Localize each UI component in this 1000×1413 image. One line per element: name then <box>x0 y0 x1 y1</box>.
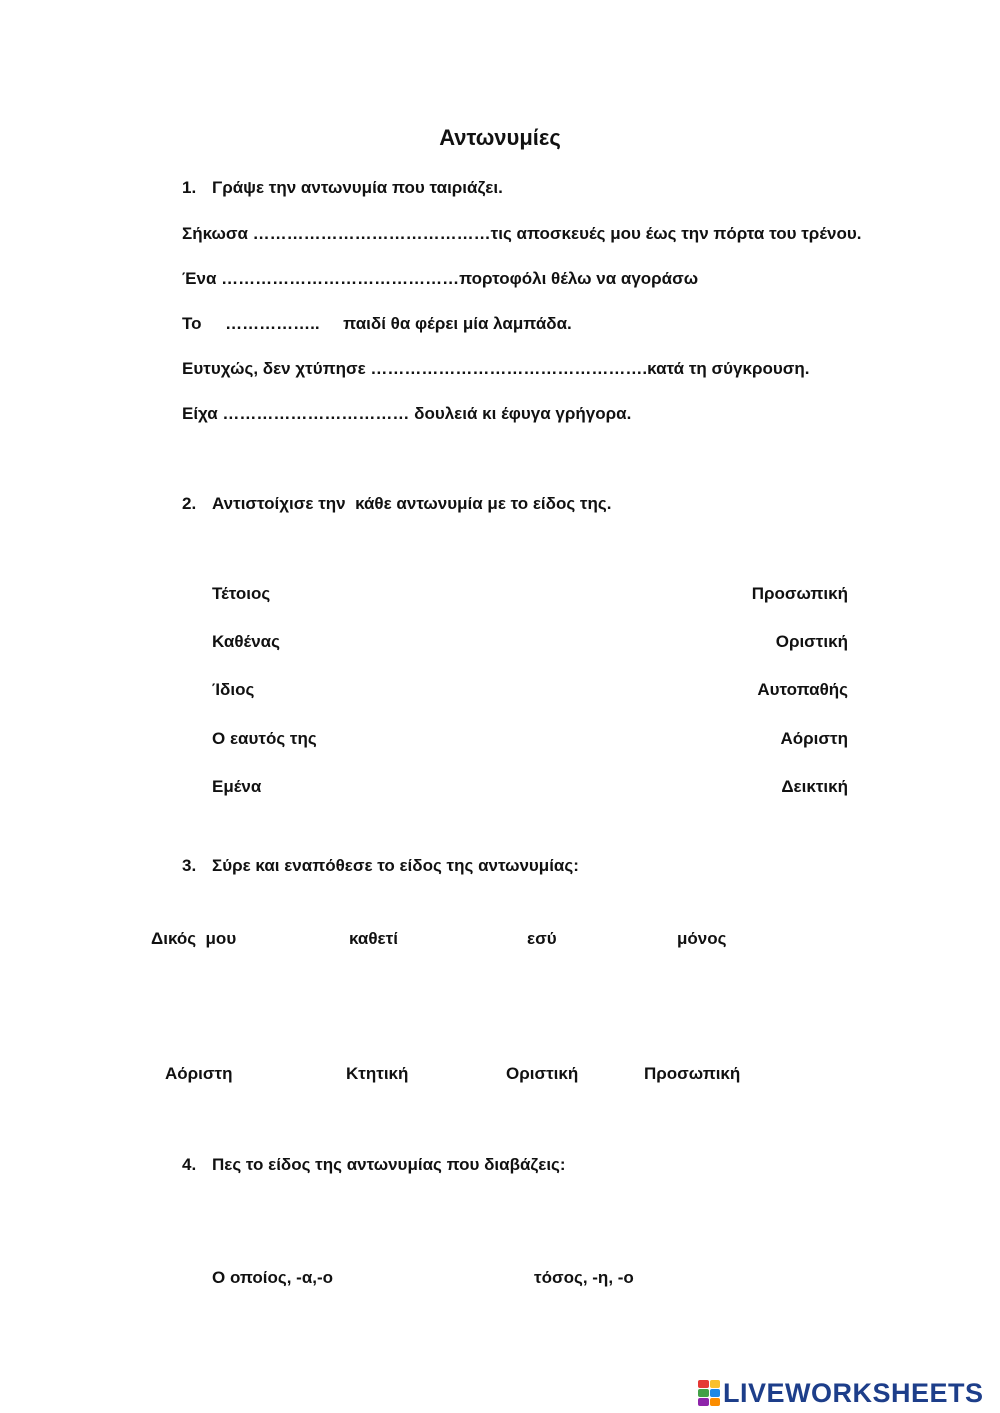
draggable-word[interactable]: καθετί <box>349 929 398 948</box>
q2-instruction-text: Αντιστοίχισε την κάθε αντωνυμία με το είδος της. <box>212 494 612 513</box>
q1-instruction-text: Γράψε την αντωνυμία που ταιριάζει. <box>212 178 503 197</box>
q3-instruction-text: Σύρε και εναπόθεσε το είδος της αντωνυμίας: <box>212 856 579 875</box>
logo-color-square <box>710 1398 721 1406</box>
logo-color-square <box>698 1398 709 1406</box>
match-right-item[interactable]: Οριστική <box>775 632 848 651</box>
drop-target-label[interactable]: Αόριστη <box>165 1064 233 1083</box>
match-right-item[interactable]: Προσωπική <box>751 584 848 603</box>
q3-instruction <box>182 856 579 876</box>
q4-item: τόσος, -η, -ο <box>534 1268 634 1287</box>
match-left-item[interactable]: Τέτοιος <box>212 584 271 603</box>
logo-color-square <box>710 1380 721 1388</box>
q1-line-3: Το …………….. παιδί θα φέρει μία λαμπάδα. <box>182 314 572 333</box>
logo-color-square <box>710 1389 721 1397</box>
q1-line-5: Είχα …………………………… δουλειά κι έφυγα γρήγορα. <box>182 404 632 423</box>
drop-target-label[interactable]: Προσωπική <box>644 1064 741 1083</box>
q2-number: 2. <box>182 494 197 513</box>
q1-line-2: Ένα ……………………………………πορτοφόλι θέλω να αγοράσω <box>182 269 699 288</box>
liveworksheets-logo <box>698 1378 984 1408</box>
match-left-item[interactable]: Εμένα <box>212 777 262 796</box>
q1-line-4: Ευτυχώς, δεν χτύπησε ………………………………………….κατά τη σύγκρουση. <box>182 359 810 378</box>
logo-color-square <box>698 1389 709 1397</box>
match-right-item[interactable]: Αόριστη <box>780 729 848 748</box>
drop-target-label[interactable]: Οριστική <box>506 1064 579 1083</box>
logo-color-square <box>698 1380 709 1388</box>
match-left-item[interactable]: Ο εαυτός της <box>212 729 317 748</box>
q1-instruction <box>182 178 503 198</box>
draggable-word[interactable]: Δικός μου <box>151 929 237 948</box>
q4-instruction-text: Πες το είδος της αντωνυμίας που διαβάζεις: <box>212 1155 566 1174</box>
drop-target-label[interactable]: Κτητική <box>346 1064 409 1083</box>
q2-instruction <box>182 494 611 514</box>
q1-line-1: Σήκωσα ……………………………………τις αποσκευές μου έως την πόρτα του τρένου. <box>182 224 862 243</box>
match-left-item[interactable]: Ίδιος <box>212 680 255 699</box>
q3-number: 3. <box>182 856 197 875</box>
match-right-item[interactable]: Δεικτική <box>781 777 848 796</box>
liveworksheets-logo-text: LIVEWORKSHEETS <box>723 1377 984 1408</box>
liveworksheets-logo-icon <box>698 1380 720 1406</box>
match-right-item[interactable]: Αυτοπαθής <box>757 680 848 699</box>
draggable-word[interactable]: μόνος <box>677 929 727 948</box>
match-left-item[interactable]: Καθένας <box>212 632 280 651</box>
draggable-word[interactable]: εσύ <box>527 929 557 948</box>
q4-item: Ο οποίος, -α,-ο <box>212 1268 334 1287</box>
q4-instruction <box>182 1155 566 1175</box>
q1-number: 1. <box>182 178 197 197</box>
page-title: Αντωνυμίες <box>439 125 561 150</box>
q4-number: 4. <box>182 1155 197 1174</box>
